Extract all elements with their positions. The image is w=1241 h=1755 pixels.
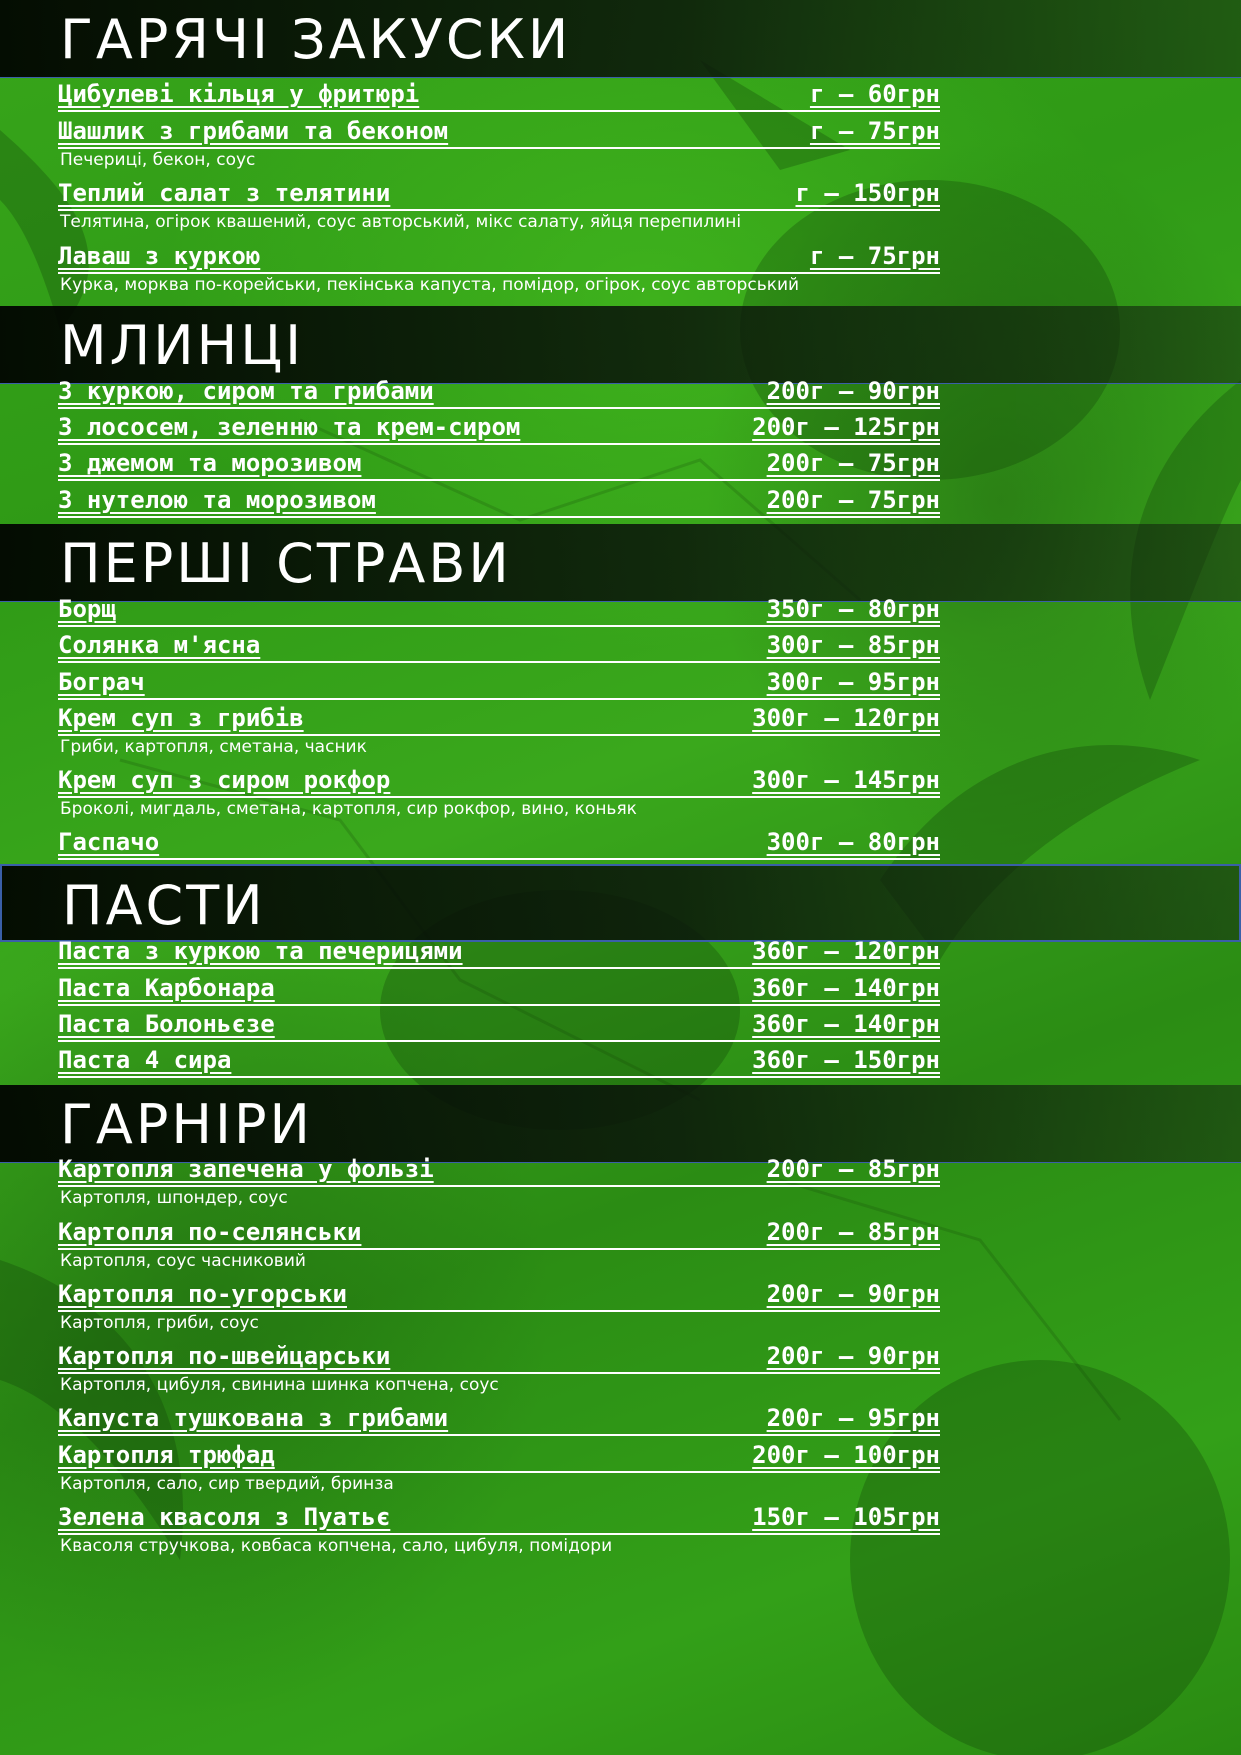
menu-item-price: 300г – 95грн — [766, 668, 940, 696]
menu-item-underline — [58, 407, 940, 409]
menu-item-underline — [58, 734, 940, 736]
menu-item-price: 350г – 80грн — [766, 595, 940, 623]
menu-item-name: Картопля по-швейцарськи — [58, 1342, 391, 1370]
menu-item-name: Теплий салат з телятини — [58, 179, 391, 207]
menu-item-description: Картопля, соус часниковий — [60, 1251, 306, 1271]
section-header — [0, 864, 1241, 942]
section-title: ПАСТИ — [62, 874, 266, 937]
menu-item-name: Лаваш з куркою — [58, 242, 261, 270]
menu-item-name: З куркою, сиром та грибами — [58, 377, 434, 405]
menu-item-name: Картопля по-угорськи — [58, 1280, 347, 1308]
menu-item-price: 200г – 125грн — [752, 413, 940, 441]
menu-item-price: 300г – 145грн — [752, 766, 940, 794]
menu-item-underline — [58, 625, 940, 627]
menu-item-underline — [58, 209, 940, 211]
menu-item-underline — [58, 1004, 940, 1006]
menu-item-price: 200г – 75грн — [766, 486, 940, 514]
menu-item-underline — [58, 443, 940, 445]
menu-item-name: Солянка м'ясна — [58, 631, 261, 659]
section-header — [0, 1085, 1241, 1163]
menu-item-name: Крем суп з грибів — [58, 704, 304, 732]
menu-item-underline — [58, 858, 940, 860]
menu-item-name: Картопля по-селянськи — [58, 1218, 362, 1246]
menu-item-description: Картопля, цибуля, свинина шинка копчена, соус — [60, 1375, 499, 1395]
menu-item-name: Гаспачо — [58, 828, 160, 856]
section-title: ГАРЯЧІ ЗАКУСКИ — [60, 8, 572, 71]
menu-item-price: 200г – 90грн — [766, 1342, 940, 1370]
menu-item-price: 200г – 95грн — [766, 1404, 940, 1432]
menu-item-underline — [58, 698, 940, 700]
menu-item-underline — [58, 1040, 940, 1042]
menu-item-description: Броколі, мигдаль, сметана, картопля, сир рокфор, вино, коньяк — [60, 799, 637, 819]
menu-item-description: Картопля, шпондер, соус — [60, 1188, 288, 1208]
menu-item-price: г – 75грн — [809, 117, 940, 145]
menu-item-underline — [58, 967, 940, 969]
menu-item-name: З джемом та морозивом — [58, 449, 362, 477]
menu-item-underline — [58, 516, 940, 518]
menu-item-price: г – 150грн — [795, 179, 940, 207]
menu-item-description: Гриби, картопля, сметана, часник — [60, 737, 367, 757]
menu-item-name: Картопля запечена у фользі — [58, 1155, 434, 1183]
menu-item-price: 200г – 90грн — [766, 377, 940, 405]
menu-item-name: З нутелою та морозивом — [58, 486, 376, 514]
menu-item-price: 200г – 85грн — [766, 1155, 940, 1183]
menu-item-price: 200г – 100грн — [752, 1441, 940, 1469]
menu-item-name: Паста з куркою та печерицями — [58, 937, 463, 965]
menu-item-price: 300г – 85грн — [766, 631, 940, 659]
menu-item-price: 150г – 105грн — [752, 1503, 940, 1531]
section-header — [0, 524, 1241, 602]
menu-item-description: Картопля, гриби, соус — [60, 1313, 259, 1333]
menu-item-underline — [58, 1434, 940, 1436]
menu-item-price: г – 60грн — [809, 80, 940, 108]
section-header — [0, 306, 1241, 384]
menu-item-name: Паста Карбонара — [58, 974, 275, 1002]
menu-item-description: Курка, морква по-корейськи, пекінська капуста, помідор, огірок, соус авторський — [60, 275, 800, 295]
menu-item-underline — [58, 147, 940, 149]
menu-item-underline — [58, 661, 940, 663]
menu-item-name: Паста 4 сира — [58, 1046, 232, 1074]
menu-item-underline — [58, 1533, 940, 1535]
menu-item-name: Паста Болоньєзе — [58, 1010, 275, 1038]
menu-item-name: Шашлик з грибами та беконом — [58, 117, 449, 145]
menu-item-name: Бограч — [58, 668, 145, 696]
section-title: ПЕРШІ СТРАВИ — [60, 532, 512, 595]
menu-item-underline — [58, 1471, 940, 1473]
menu-item-name: Цибулеві кільця у фритюрі — [58, 80, 420, 108]
menu-item-price: 360г – 140грн — [752, 974, 940, 1002]
menu-item-name: Капуста тушкована з грибами — [58, 1404, 449, 1432]
menu-item-name: Зелена квасоля з Пуатьє — [58, 1503, 391, 1531]
menu-item-underline — [58, 272, 940, 274]
menu-item-name: З лососем, зеленню та крем-сиром — [58, 413, 521, 441]
section-title: МЛИНЦІ — [60, 314, 305, 377]
menu-item-underline — [58, 479, 940, 481]
menu-item-description: Квасоля стручкова, ковбаса копчена, сало, цибуля, помідори — [60, 1536, 613, 1556]
menu-item-underline — [58, 1372, 940, 1374]
section-title: ГАРНІРИ — [60, 1093, 313, 1156]
menu-item-underline — [58, 1185, 940, 1187]
menu-item-price: 360г – 150грн — [752, 1046, 940, 1074]
menu-item-description: Печериці, бекон, соус — [60, 150, 256, 170]
menu-item-price: 360г – 140грн — [752, 1010, 940, 1038]
menu-item-name: Борщ — [58, 595, 116, 623]
section-header — [0, 0, 1241, 78]
menu-item-underline — [58, 1248, 940, 1250]
menu-item-description: Телятина, огірок квашений, соус авторський, мікс салату, яйця перепилині — [60, 212, 742, 232]
menu-item-price: 200г – 85грн — [766, 1218, 940, 1246]
menu-item-price: 300г – 80грн — [766, 828, 940, 856]
menu-item-price: 200г – 90грн — [766, 1280, 940, 1308]
menu-item-underline — [58, 796, 940, 798]
menu-item-price: 300г – 120грн — [752, 704, 940, 732]
menu-item-price: 200г – 75грн — [766, 449, 940, 477]
menu-item-name: Крем суп з сиром рокфор — [58, 766, 391, 794]
menu-item-name: Картопля трюфад — [58, 1441, 275, 1469]
menu-item-underline — [58, 1310, 940, 1312]
menu-item-price: г – 75грн — [809, 242, 940, 270]
menu-item-underline — [58, 110, 940, 112]
menu-item-price: 360г – 120грн — [752, 937, 940, 965]
menu-item-underline — [58, 1076, 940, 1078]
menu-item-description: Картопля, сало, сир твердий, бринза — [60, 1474, 394, 1494]
